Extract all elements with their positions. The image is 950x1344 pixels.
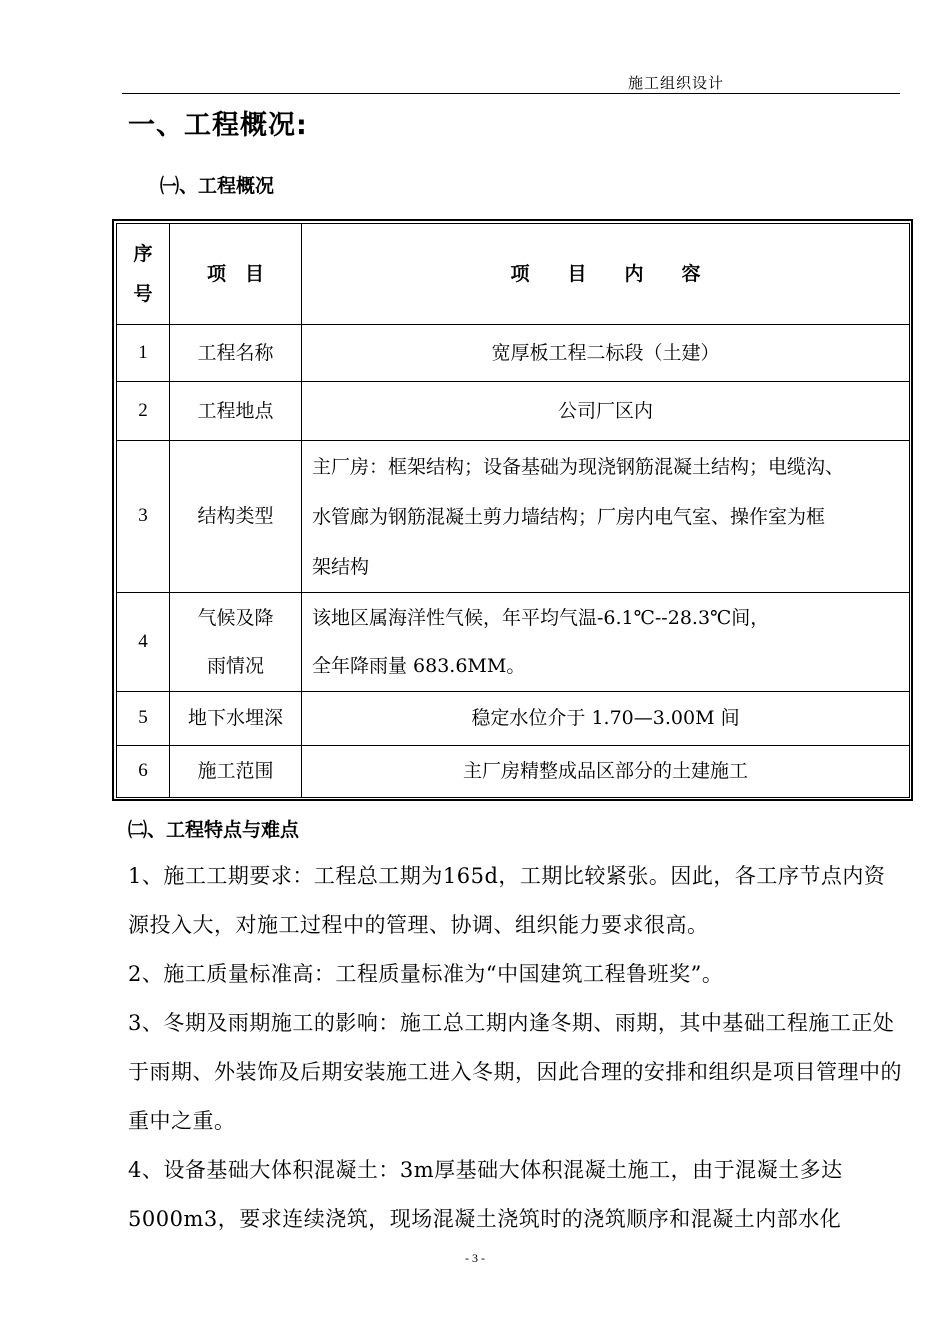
section-title: 一、工程概况: (128, 110, 308, 141)
row-content: 宽厚板工程二标段（土建） (302, 325, 910, 382)
row-content (302, 593, 910, 692)
content-line: 该地区属海洋性气候，年平均气温-6.1℃--28.3℃间， (312, 607, 770, 629)
row-content: 稳定水位介于 1.70—3.00M 间 (302, 692, 910, 746)
row-content: 主厂房精整成品区部分的土建施工 (302, 746, 910, 798)
row-no: 3 (117, 441, 170, 593)
project-overview-table (116, 223, 910, 798)
paragraph-4: 4、设备基础大体积混凝土：3m厚基础大体积混凝土施工，由于混凝土多达5000m3，要求连续浇筑，现场混凝土浇筑时的浇筑顺序和混凝土内部水化 (128, 1158, 843, 1231)
table-row (117, 593, 910, 692)
table-row (117, 746, 910, 798)
table-header-row (117, 224, 910, 325)
header-rule (122, 93, 900, 94)
row-no: 6 (117, 746, 170, 798)
row-item: 气候及降雨情况 (170, 593, 302, 692)
table-row (117, 382, 910, 441)
running-header: 施工组织设计 (628, 74, 725, 92)
paragraph-1: 1、施工工期要求：工程总工期为165d，工期比较紧张。因此，各工序节点内资源投入大，对施工过程中的管理、协调、组织能力要求很高。 (128, 864, 886, 937)
row-item: 地下水埋深 (170, 692, 302, 746)
header-item: 项 目 (170, 224, 302, 325)
row-item: 工程地点 (170, 382, 302, 441)
content-line: 全年降雨量 683.6MM。 (312, 655, 526, 677)
content-line: 架结构 (312, 555, 370, 578)
row-no: 5 (117, 692, 170, 746)
page-number: - 3 - (465, 1251, 485, 1265)
table-row (117, 441, 910, 593)
table-row (117, 325, 910, 382)
header-content: 项 目 内 容 (302, 224, 910, 325)
row-item: 施工范围 (170, 746, 302, 798)
row-no: 2 (117, 382, 170, 441)
content-line: 主厂房：框架结构；设备基础为现浇钢筋混凝土结构；电缆沟、 (312, 455, 845, 478)
row-content: 公司厂区内 (302, 382, 910, 441)
paragraph-2: 2、施工质量标准高：工程质量标准为“中国建筑工程鲁班奖”。 (128, 962, 724, 986)
row-item: 工程名称 (170, 325, 302, 382)
header-no: 序号 (117, 224, 170, 325)
subsection-title-2: ㈡、工程特点与难点 (128, 819, 300, 841)
subsection-title-1: ㈠、工程概况 (160, 175, 275, 197)
row-no: 1 (117, 325, 170, 382)
row-item: 结构类型 (170, 441, 302, 593)
row-no: 4 (117, 593, 170, 692)
content-line: 水管廊为钢筋混凝土剪力墙结构；厂房内电气室、操作室为框 (312, 505, 826, 528)
table-row (117, 692, 910, 746)
paragraph-3: 3、冬期及雨期施工的影响：施工总工期内逢冬期、雨期，其中基础工程施工正处于雨期、外装饰及后期安装施工进入冬期，因此合理的安排和组织是项目管理中的重中之重。 (128, 1011, 902, 1133)
row-content (302, 441, 910, 593)
